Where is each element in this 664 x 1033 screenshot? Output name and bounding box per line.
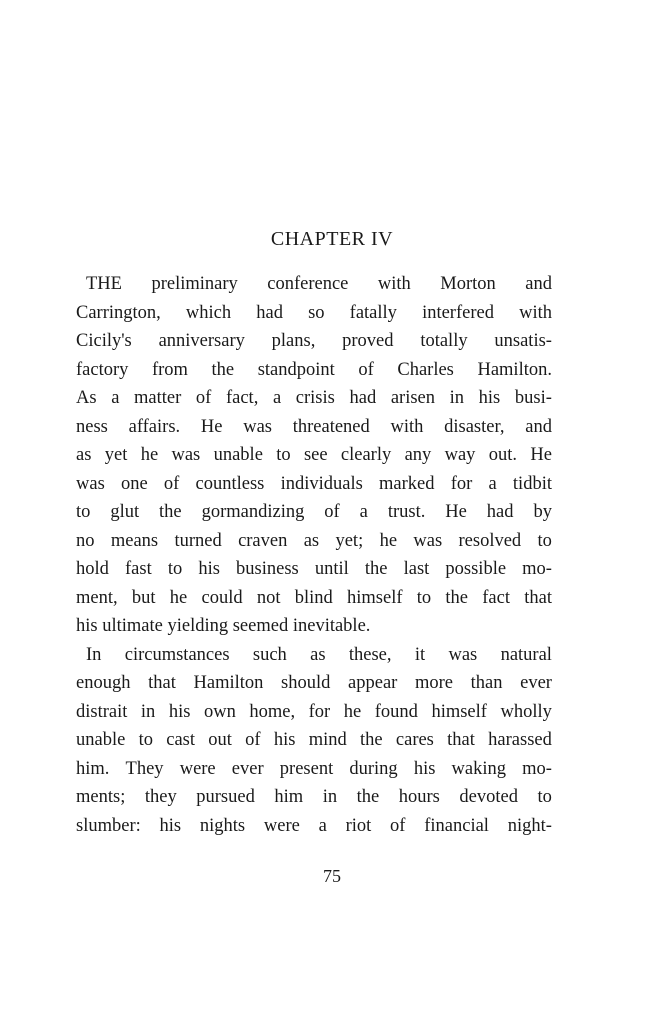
- word: Hamilton.: [477, 359, 552, 380]
- word: so: [308, 302, 325, 323]
- word: with: [377, 274, 411, 294]
- word: waking: [451, 758, 507, 779]
- word: of: [195, 388, 212, 408]
- word: his: [159, 815, 182, 836]
- word: to: [537, 787, 552, 807]
- word: could: [201, 587, 243, 608]
- word: mo-: [522, 559, 552, 579]
- word: his: [413, 758, 436, 779]
- word: threatened: [292, 416, 370, 437]
- word: any: [404, 445, 432, 465]
- word: was: [76, 473, 105, 494]
- word: He: [530, 445, 552, 465]
- word: as: [310, 644, 326, 665]
- word: night-: [507, 815, 552, 836]
- word: crisis: [295, 388, 335, 408]
- word: natural: [500, 644, 552, 665]
- word: turned: [174, 530, 222, 551]
- word: home,: [249, 701, 296, 722]
- word: to: [537, 530, 552, 551]
- word: from: [151, 359, 188, 380]
- text-line: [76, 698, 552, 727]
- word: affairs.: [128, 416, 181, 437]
- text-line: [76, 441, 552, 470]
- word: but: [131, 587, 156, 608]
- text-line: [76, 755, 552, 784]
- word: anniversary: [158, 331, 245, 351]
- word: fact: [482, 587, 510, 608]
- word: preliminary: [151, 274, 238, 294]
- word: riot: [345, 815, 372, 836]
- word: of: [358, 359, 374, 380]
- word: cast: [166, 730, 195, 750]
- word: ment,: [76, 587, 118, 608]
- text-line: [76, 270, 552, 299]
- word: out: [208, 730, 232, 750]
- word: cares: [395, 730, 434, 750]
- word: Morton: [440, 274, 496, 294]
- word: they: [144, 787, 177, 807]
- word: by: [533, 502, 552, 522]
- word: it: [414, 644, 426, 665]
- word: he: [169, 587, 188, 608]
- word: fatally: [349, 302, 397, 323]
- word: see: [303, 445, 328, 465]
- word: himself: [431, 701, 487, 722]
- word: of: [324, 502, 340, 522]
- word: he: [140, 445, 159, 465]
- word: financial: [424, 815, 489, 836]
- word: interfered: [422, 302, 494, 323]
- text-line: [76, 555, 552, 584]
- word: was: [171, 445, 201, 465]
- word: yet;: [335, 530, 364, 551]
- word: his: [168, 701, 191, 722]
- word: as: [303, 530, 320, 551]
- word: gormandizing: [201, 502, 305, 522]
- word: of: [390, 815, 406, 836]
- word: he: [379, 530, 398, 551]
- word: his: [198, 559, 220, 579]
- word: inevitable.: [292, 616, 371, 636]
- word: devoted: [459, 787, 518, 807]
- word: They: [125, 758, 164, 779]
- text-line: [76, 498, 552, 527]
- word: a: [272, 388, 282, 408]
- word: yet: [104, 445, 128, 465]
- word: factory: [76, 359, 129, 380]
- word: enough: [76, 673, 131, 693]
- word: yielding: [167, 616, 233, 636]
- word: plans,: [271, 331, 316, 351]
- word: the: [360, 730, 383, 750]
- word: Charles: [397, 359, 454, 380]
- word: mo-: [522, 758, 552, 779]
- word: ever: [520, 673, 552, 693]
- word: means: [110, 530, 159, 551]
- word: craven: [238, 530, 288, 551]
- word: the: [159, 502, 182, 522]
- text-line: [76, 470, 552, 499]
- word: As: [76, 388, 97, 408]
- word: which: [185, 302, 232, 323]
- word: conference: [267, 274, 349, 294]
- word: clearly: [340, 445, 392, 465]
- word: were: [179, 758, 216, 779]
- word: a: [318, 815, 327, 836]
- word: his: [76, 616, 103, 636]
- word: had: [486, 502, 514, 522]
- word: individuals: [280, 473, 363, 494]
- word: last: [403, 559, 430, 579]
- word: should: [281, 673, 331, 693]
- word: countless: [195, 473, 265, 494]
- word: his: [273, 730, 296, 750]
- word: the: [211, 359, 235, 380]
- word: out.: [488, 445, 518, 465]
- chapter-heading: CHAPTER IV: [270, 228, 394, 250]
- word: present: [279, 758, 334, 779]
- page-number: 75: [323, 866, 341, 886]
- word: not: [256, 587, 281, 608]
- word: In: [86, 644, 102, 665]
- word: had: [349, 388, 377, 408]
- word: the: [364, 559, 388, 579]
- word: the: [356, 787, 380, 807]
- word: he: [343, 701, 362, 722]
- word: one: [120, 473, 148, 494]
- word: was: [243, 416, 272, 437]
- word: with: [519, 302, 552, 323]
- word: He: [200, 416, 223, 437]
- word: harassed: [488, 730, 552, 750]
- word: resolved: [458, 530, 522, 551]
- word: of: [245, 730, 261, 750]
- word: matter: [134, 388, 182, 408]
- text-line: [76, 384, 552, 413]
- word: found: [374, 701, 418, 722]
- word: way: [444, 445, 476, 465]
- word: for: [308, 701, 331, 722]
- word: arisen: [390, 388, 436, 408]
- word: to: [138, 730, 153, 750]
- word: than: [470, 673, 503, 693]
- word: a: [111, 388, 120, 408]
- word: himself: [347, 587, 403, 608]
- text-line: [76, 726, 552, 755]
- word: these,: [348, 644, 392, 665]
- text-line: [76, 327, 552, 356]
- word: hours: [398, 787, 440, 807]
- word: distrait: [76, 701, 128, 722]
- word: trust.: [387, 502, 426, 522]
- word: such: [252, 644, 287, 665]
- word: business: [236, 559, 299, 579]
- word: pursued: [196, 787, 255, 807]
- word: and: [525, 416, 552, 437]
- word: a: [488, 473, 497, 494]
- word: Carrington,: [76, 302, 161, 323]
- word: tidbit: [512, 473, 552, 494]
- word: seemed: [232, 616, 293, 636]
- word: as: [76, 445, 92, 465]
- word: slumber:: [76, 815, 141, 836]
- word: that: [447, 730, 475, 750]
- text-line: [76, 669, 552, 698]
- word: totally: [420, 331, 468, 351]
- word: fast: [125, 559, 152, 579]
- word: possible: [445, 559, 507, 579]
- text-line: [76, 584, 552, 613]
- word: to: [276, 445, 291, 465]
- word: Cicily's: [76, 331, 132, 351]
- word: busi-: [514, 388, 552, 408]
- word: unsatis-: [494, 331, 552, 351]
- word: no: [76, 530, 95, 551]
- word: wholly: [500, 701, 552, 722]
- word: glut: [110, 502, 140, 522]
- word: fact,: [225, 388, 259, 408]
- word: in: [140, 701, 156, 722]
- word: hold: [76, 559, 109, 579]
- text-line: [76, 612, 552, 641]
- text-line: [76, 783, 552, 812]
- text-line: [76, 812, 552, 841]
- word: blind: [294, 587, 333, 608]
- word: in: [322, 787, 338, 807]
- word: appear: [348, 673, 398, 693]
- text-line: [76, 527, 552, 556]
- word: THE: [86, 274, 122, 294]
- text-line: [76, 413, 552, 442]
- word: until: [314, 559, 349, 579]
- word: to: [416, 587, 432, 608]
- word: He: [445, 502, 467, 522]
- word: circumstances: [124, 644, 230, 665]
- word: standpoint: [257, 359, 335, 380]
- word: ments;: [76, 787, 126, 807]
- word: mind: [308, 730, 347, 750]
- word: unable: [213, 445, 263, 465]
- word: marked: [379, 473, 435, 494]
- word: was: [448, 644, 478, 665]
- word: Hamilton: [193, 673, 264, 693]
- word: for: [450, 473, 473, 494]
- word: to: [76, 502, 91, 522]
- word: that: [524, 587, 552, 608]
- text-line: [76, 356, 552, 385]
- word: and: [525, 274, 552, 294]
- word: had: [256, 302, 283, 323]
- word: a: [359, 502, 368, 522]
- word: nights: [199, 815, 246, 836]
- word: with: [390, 416, 424, 437]
- word: that: [148, 673, 176, 693]
- word: during: [349, 758, 398, 779]
- word: in: [449, 388, 465, 408]
- word: disaster,: [444, 416, 505, 437]
- word: of: [163, 473, 180, 494]
- text-line: [76, 299, 552, 328]
- text-line: [76, 641, 552, 670]
- word: ever: [231, 758, 264, 779]
- word: unable: [76, 730, 126, 750]
- word: him.: [76, 758, 110, 779]
- word: more: [414, 673, 453, 693]
- word: were: [263, 815, 300, 836]
- word: him: [274, 787, 304, 807]
- word: was: [413, 530, 443, 551]
- word: proved: [342, 331, 394, 351]
- word: the: [445, 587, 469, 608]
- word: his: [478, 388, 501, 408]
- body-text: [76, 270, 552, 840]
- word: ness: [76, 416, 108, 437]
- word: to: [167, 559, 183, 579]
- word: ultimate: [102, 616, 168, 636]
- word: own: [203, 701, 236, 722]
